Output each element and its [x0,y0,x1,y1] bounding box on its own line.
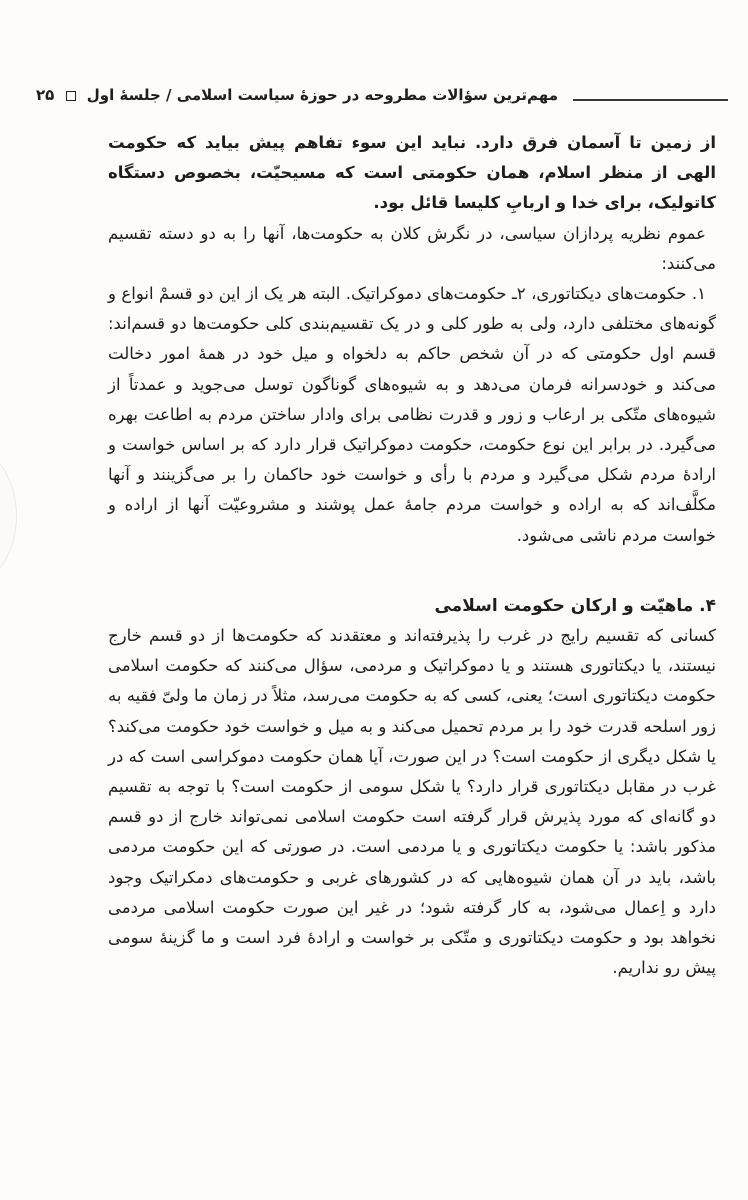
paragraph: ۱. حکومت‌های دیکتاتوری، ۲ـ حکومت‌های دموکراتیک. البته هر یک از این دو قسمْ انواع و گونه‌های مختلفی دارد، ولی به طور کلی و در یک تقسیم‌بندی کلی حکومت‌ها دو قسم‌اند: قسم اول حکومتی که در آن شخص حاکم به دلخواه و میل خود در همهٔ امور دخالت می‌کند و خودسرانه فرمان می‌دهد و به شیوه‌های گوناگون توسل می‌جوید و عمدتاً از شیوه‌های متّکی بر ارعاب و زور و قدرت نظامی برای وادار ساختن مردم به اطاعت بهره می‌گیرد. در برابر این نوع حکومت، حکومت دموکراتیک قرار دارد که بر اساس خواست و ارادهٔ مردم شکل می‌گیرد و مردم با رأی و خواست خود حاکمان را بر می‌گزینند و آنها مکلَّف‌اند که به اراده و خواست مردم جامهٔ عمل پوشند و مشروعیّت آنها از اراده و خواست مردم ناشی می‌شود. [108,284,716,545]
running-head-title: مهم‌ترین سؤالات مطروحه در حوزهٔ سیاست اسلامی / جلسهٔ اول [86,86,558,104]
page-binding-curve [0,450,17,582]
square-box-icon [66,91,76,101]
header-rule [573,99,728,101]
page-number: ۲۵ [36,86,55,104]
page-body [108,128,716,983]
section-heading: ۴. ماهیّت و ارکان حکومت اسلامی [434,595,716,616]
paragraph: عموم نظریه پردازان سیاسی، در نگرش کلان به حکومت‌ها، آنها را به دو دسته تقسیم می‌کنند: [108,223,716,273]
section-paragraph: کسانی که تقسیم رایج در غرب را پذیرفته‌اند و معتقدند که حکومت‌ها از دو قسم خارج نیستند، یا دیکتاتوری هستند و یا دموکراتیک و مردمی، سؤال می‌کنند که حکومت اسلامی حکومت دیکتاتوری است؛ یعنی، کسی که به حکومت می‌رسد، مثلاً در زمان ما ولیّ فقیه به زور اسلحه قدرت خود را بر مردم تحمیل می‌کند و به میل و خواست خود حکومت می‌کند؟ یا شکل دیگری از حکومت است؟ در این صورت، آیا همان حکومت دموکراسی است که در غرب در مقابل دیکتاتوری قرار دارد؟ یا شکل سومی از حکومت است؟ با توجه به تقسیم دو گانه‌ای که مورد پذیرش قرار گرفته است حکومت اسلامی نمی‌تواند خارج از دو قسم مذکور باشد: یا حکومت دیکتاتوری و یا مردمی است. در صورتی که این حکومت مردمی باشد، باید در آن همان شیوه‌هایی که در کشورهای غربی و حکومت‌های دمکراتیک وجود دارد و اِعمال می‌شود، به کار گرفته شود؛ در غیر این صورت حکومت اسلامی مردمی نخواهد بود و حکومت دیکتاتوری و متّکی بر خواست و ارادهٔ فرد است و ما گزینهٔ سومی پیش رو نداریم. [108,626,716,978]
paragraph: از زمین تا آسمان فرق دارد. نباید این سوء تفاهم پیش بیاید که حکومت الهی از منظر اسلام، همان حکومتی است که مسیحیّت، بخصوص دستگاه کاتولیک، برای خدا و اربابِ کلیسا قائل بود. [108,133,716,213]
running-head-text [36,86,558,104]
running-head [36,86,728,116]
